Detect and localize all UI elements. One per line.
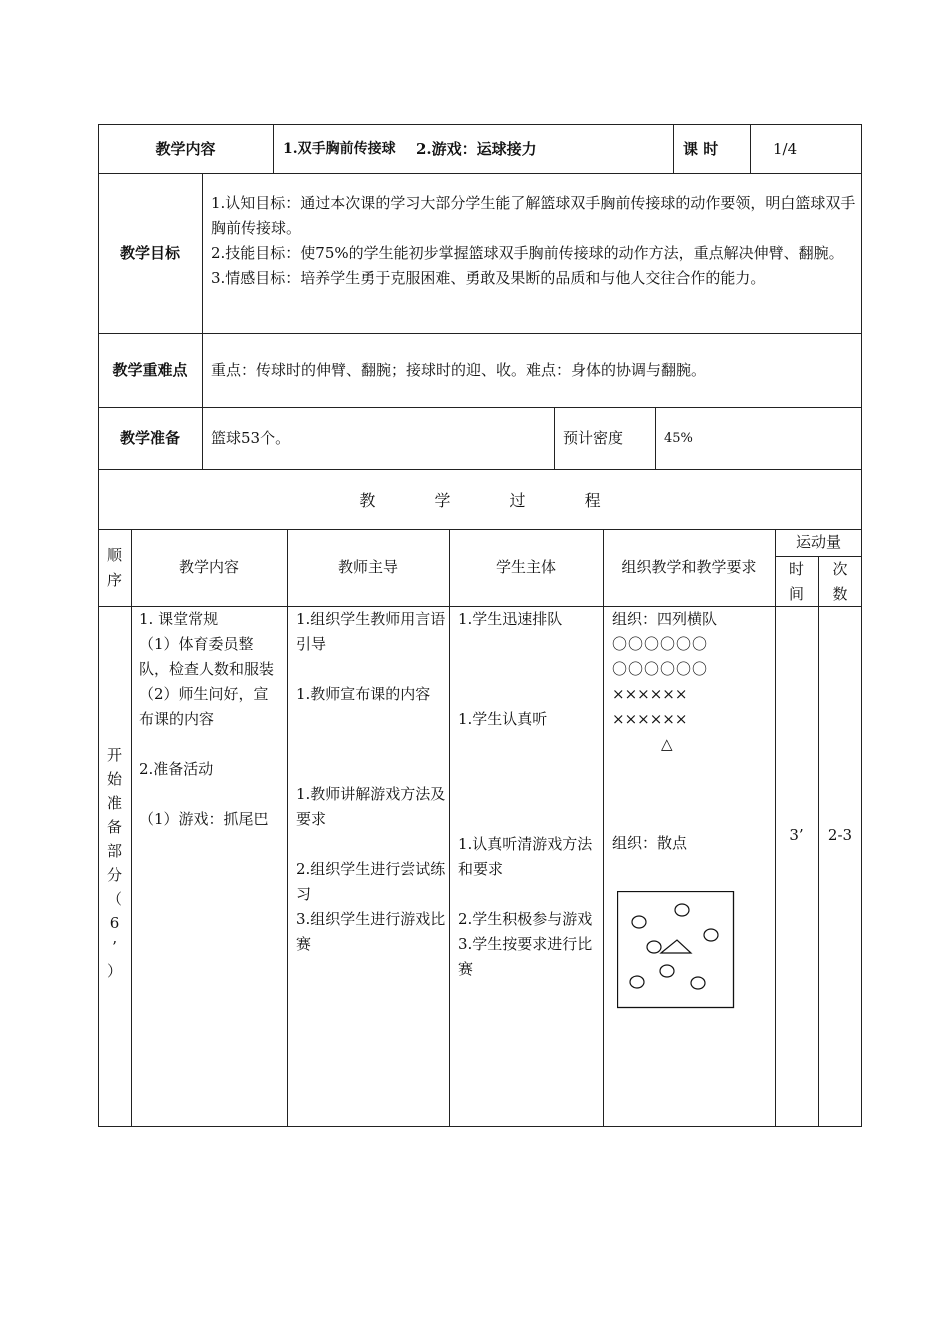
- density-value: 45%: [664, 431, 693, 446]
- row-divider: [98, 407, 862, 408]
- density-label: 预计密度: [563, 429, 624, 447]
- col-divider: [273, 124, 274, 173]
- row-divider: [98, 469, 862, 470]
- goals-text: 1.认知目标：通过本次课的学习大部分学生能了解篮球双手胸前传接球的动作要领，明白篮球双手胸前传接球。 2.技能目标：使75%的学生能初步掌握篮球双手胸前传接球的动作方法，重点解决伸臂、翻腕。 3.情感目标：培养学生勇于克服困难、勇敢及果断的品质和与他人交往合作的能力。: [211, 194, 856, 287]
- period-label: 课 时: [683, 140, 719, 158]
- col-divider: [554, 407, 555, 469]
- col-divider: [202, 173, 203, 469]
- header-content: 教学内容: [178, 558, 239, 576]
- organization-scatter: 组织：散点: [612, 834, 688, 852]
- key-points-label: 教学重难点: [112, 361, 188, 379]
- header-order: 顺 序: [106, 546, 122, 589]
- content-value-2-text: 2.游戏：运球接力: [416, 140, 537, 158]
- formation-row: 〇〇〇〇〇〇: [612, 660, 709, 678]
- header-teacher: 教师主导: [337, 558, 398, 576]
- col-divider: [655, 407, 656, 469]
- section-name: 开 始 准 备 部 分 （ 6 ’ ）: [106, 746, 122, 980]
- row-divider: [98, 173, 862, 174]
- row-divider: [98, 333, 862, 334]
- process-title: 教 学 过 程: [359, 491, 601, 510]
- row-divider: [98, 529, 862, 530]
- goals-label: 教学目标: [119, 244, 180, 262]
- formation-row: ××××××: [612, 685, 688, 703]
- content-label: 教学内容: [155, 140, 216, 158]
- content-value-2: [416, 137, 537, 162]
- teacher-triangle: △: [661, 735, 673, 753]
- scatter-diagram: [617, 891, 735, 1010]
- col-divider: [603, 529, 604, 1127]
- content-value-1: [283, 137, 396, 162]
- header-organization: 组织教学和教学要求: [621, 558, 757, 576]
- section-content: 1. 课堂常规 （1）体育委员整队，检查人数和服装 （2）师生问好，宣布课的内容 2.准备活动 （1）游戏：抓尾巴: [139, 610, 275, 828]
- formation-row: ××××××: [612, 710, 688, 728]
- header-time: 时 间: [788, 560, 804, 603]
- period-value: 1/4: [773, 140, 798, 158]
- col-divider: [449, 529, 450, 1127]
- content-value-1-text: 1.双手胸前传接球: [283, 141, 396, 157]
- formation-row: 〇〇〇〇〇〇: [612, 635, 709, 653]
- header-count: 次 数: [832, 560, 848, 603]
- section-time: 3’: [789, 826, 804, 844]
- col-divider: [750, 124, 751, 173]
- prep-label: 教学准备: [119, 429, 180, 447]
- col-divider: [673, 124, 674, 173]
- header-exercise: 运动量: [795, 533, 841, 551]
- col-divider: [287, 529, 288, 1127]
- prep-text: 篮球53个。: [211, 429, 291, 447]
- section-teacher: 1.组织学生教师用言语引导 1.教师宣布课的内容 1.教师讲解游戏方法及要求 2.组织学生进行尝试练习 3.组织学生进行游戏比赛: [296, 610, 446, 953]
- section-student: 1.学生迅速排队 1.学生认真听 1.认真听清游戏方法和要求 2.学生积极参与游戏 3.学生按要求进行比赛: [458, 610, 593, 978]
- col-divider: [131, 529, 132, 1127]
- header-student: 学生主体: [495, 558, 556, 576]
- key-points-text: 重点：传球时的伸臂、翻腕；接球时的迎、收。难点：身体的协调与翻腕。: [211, 361, 707, 379]
- organization-formation: 组织：四列横队: [612, 610, 718, 628]
- section-count: 2-3: [827, 826, 853, 844]
